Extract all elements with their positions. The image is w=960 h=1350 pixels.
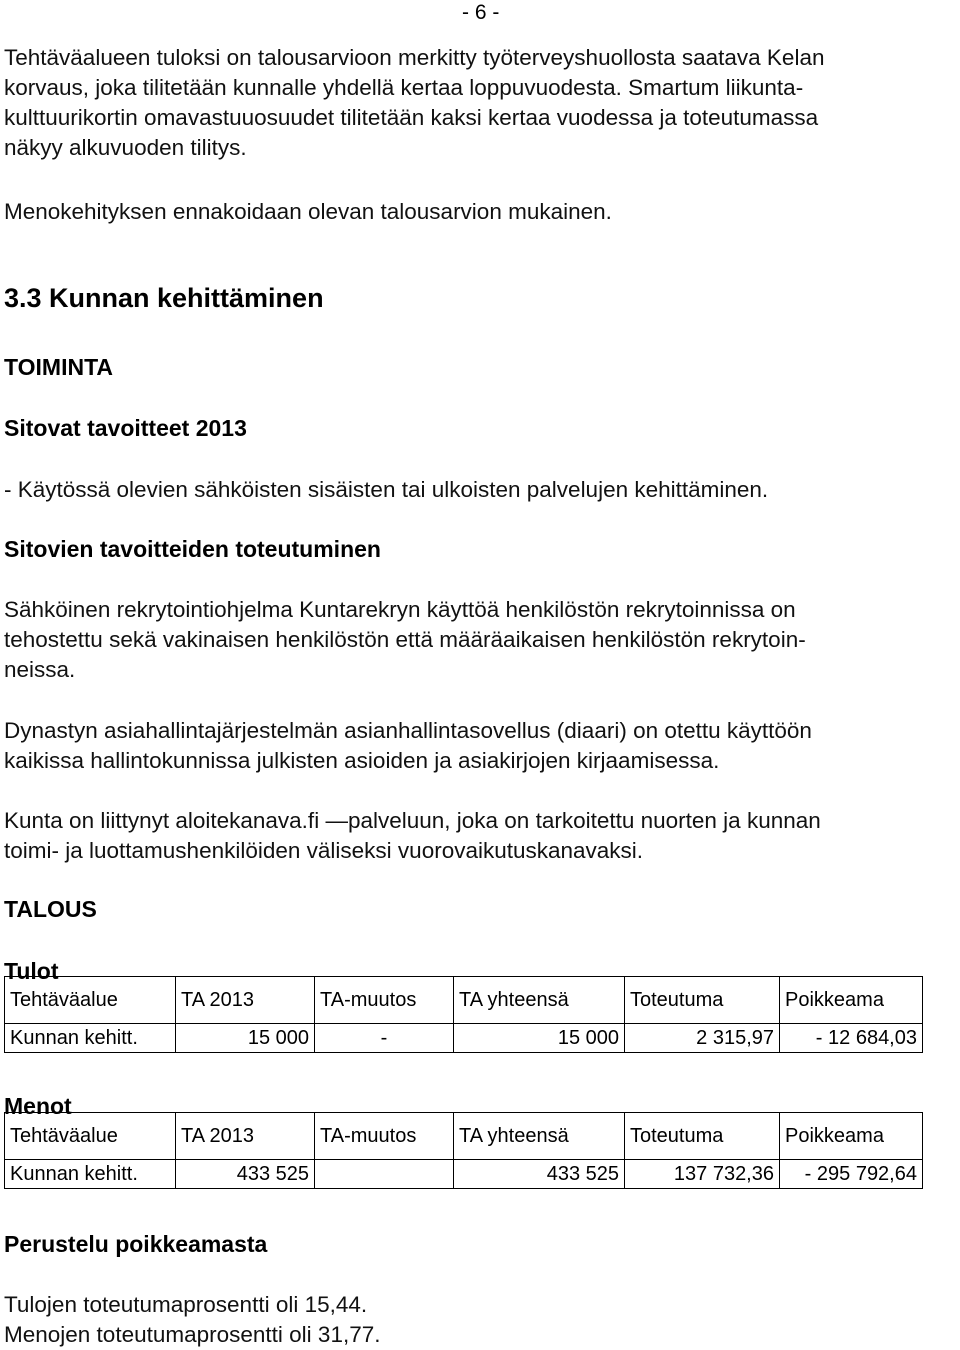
text-line: Sähköinen rekrytointiohjelma Kuntarekryn käyttöä henkilöstön rekrytoinnissa on xyxy=(4,597,796,622)
column-header: Toteutuma xyxy=(625,977,780,1024)
forecast-paragraph: Menokehityksen ennakoidaan olevan talousarvion mukainen. xyxy=(4,199,612,224)
table-cell: 15 000 xyxy=(176,1024,315,1053)
table-cell: 2 315,97 xyxy=(625,1024,780,1053)
column-header: TA yhteensä xyxy=(454,1113,625,1160)
table-cell: 433 525 xyxy=(176,1160,315,1189)
perustelu-heading: Perustelu poikkeamasta xyxy=(4,1231,268,1257)
table-cell: 137 732,36 xyxy=(625,1160,780,1189)
table-cell: - 295 792,64 xyxy=(780,1160,923,1189)
perustelu-paragraph xyxy=(4,1290,381,1350)
text-line: Kunta on liittynyt aloitekanava.fi —palveluun, joka on tarkoitettu nuorten ja kunnan xyxy=(4,808,821,833)
text-line: kulttuurikortin omavastuuosuudet tilitetään kaksi kertaa vuodessa ja toteutumassa xyxy=(4,105,819,130)
text-line: neissa. xyxy=(4,657,76,682)
table-cell: 15 000 xyxy=(454,1024,625,1053)
column-header: TA yhteensä xyxy=(454,977,625,1024)
talous-heading: TALOUS xyxy=(4,896,97,922)
table-cell: 433 525 xyxy=(454,1160,625,1189)
column-header: Poikkeama xyxy=(780,1113,923,1160)
table-row xyxy=(5,1160,923,1189)
table-row xyxy=(5,1024,923,1053)
page-number: - 6 - xyxy=(462,1,500,24)
text-line: korvaus, joka tilitetään kunnalle yhdellä kertaa loppuvuodesta. Smartum liikunta- xyxy=(4,75,804,100)
table-cell: - xyxy=(315,1024,454,1053)
menot-table xyxy=(4,1112,923,1189)
goal-item: - Käytössä olevien sähköisten sisäisten tai ulkoisten palvelujen kehittäminen. xyxy=(4,477,769,502)
table-cell: Kunnan kehitt. xyxy=(5,1024,176,1053)
text-line: Menojen toteutumaprosentti oli 31,77. xyxy=(4,1322,381,1347)
menot-heading: Menot xyxy=(4,1093,72,1119)
tulot-table xyxy=(4,976,923,1053)
column-header: TA 2013 xyxy=(176,1113,315,1160)
toiminta-heading: TOIMINTA xyxy=(4,354,114,380)
table-header-row xyxy=(5,977,923,1024)
realization-paragraph-2 xyxy=(4,716,812,776)
realization-paragraph-1 xyxy=(4,595,806,685)
column-header: Tehtäväalue xyxy=(5,977,176,1024)
text-line: kaikissa hallintokunnissa julkisten asioiden ja asiakirjojen kirjaamisessa. xyxy=(4,748,720,773)
text-line: tehostettu sekä vakinaisen henkilöstön että määräaikaisen henkilöstön rekrytoin- xyxy=(4,627,806,652)
text-line: Dynastyn asiahallintajärjestelmän asianhallintasovellus (diaari) on otettu käyttöön xyxy=(4,718,812,743)
column-header: TA-muutos xyxy=(315,1113,454,1160)
realization-heading: Sitovien tavoitteiden toteutuminen xyxy=(4,536,381,562)
tulot-heading: Tulot xyxy=(4,958,59,984)
table-cell xyxy=(315,1160,454,1189)
column-header: Poikkeama xyxy=(780,977,923,1024)
goals-heading: Sitovat tavoitteet 2013 xyxy=(4,415,247,441)
text-line: Tulojen toteutumaprosentti oli 15,44. xyxy=(4,1292,368,1317)
table-header-row xyxy=(5,1113,923,1160)
column-header: TA 2013 xyxy=(176,977,315,1024)
column-header: TA-muutos xyxy=(315,977,454,1024)
realization-paragraph-3 xyxy=(4,806,821,866)
text-line: näkyy alkuvuoden tilitys. xyxy=(4,135,247,160)
text-line: toimi- ja luottamushenkilöiden väliseksi vuorovaikutuskanavaksi. xyxy=(4,838,644,863)
column-header: Tehtäväalue xyxy=(5,1113,176,1160)
section-title: 3.3 Kunnan kehittäminen xyxy=(4,283,324,313)
table-cell: - 12 684,03 xyxy=(780,1024,923,1053)
table-cell: Kunnan kehitt. xyxy=(5,1160,176,1189)
text-line: Tehtäväalueen tuloksi on talousarvioon merkitty työterveyshuollosta saatava Kelan xyxy=(4,45,825,70)
column-header: Toteutuma xyxy=(625,1113,780,1160)
intro-paragraph xyxy=(4,43,824,163)
